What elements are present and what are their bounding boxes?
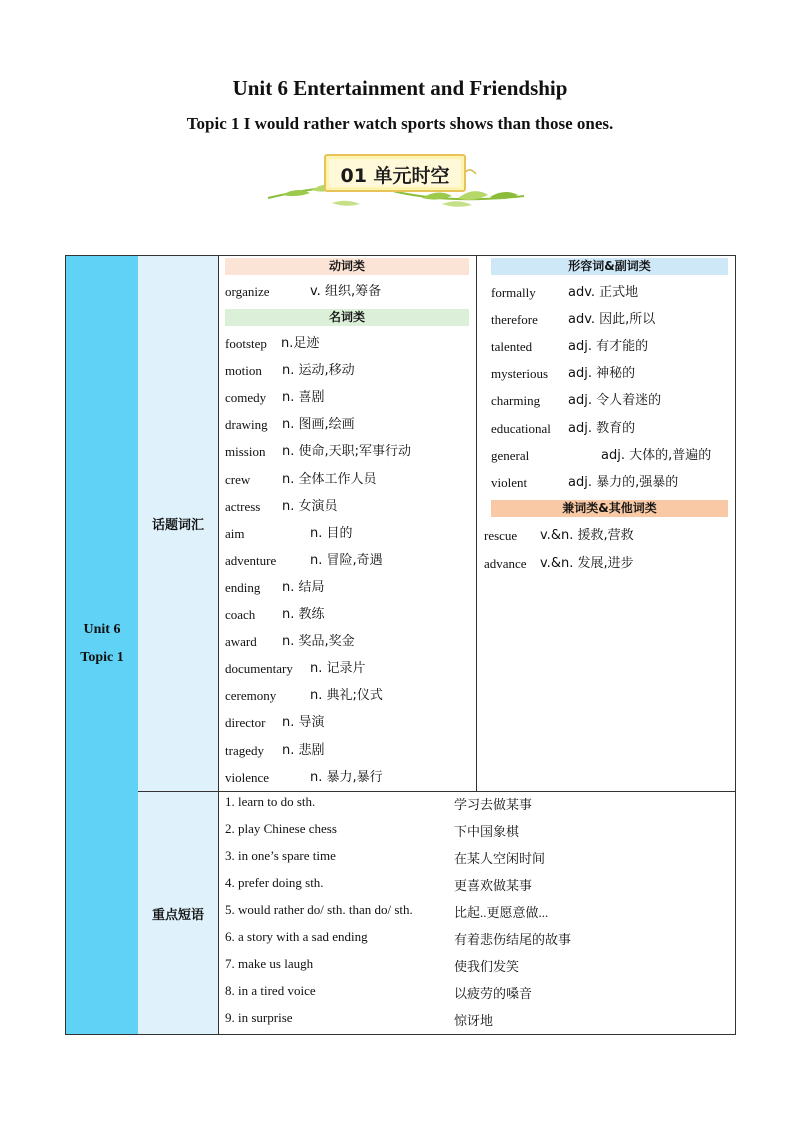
word-term: motion bbox=[225, 363, 262, 379]
word-definition: adj. 大体的,普遍的 bbox=[601, 447, 712, 463]
phrase-chinese: 使我们发笑 bbox=[454, 959, 520, 974]
phrase-category-label: 重点短语 bbox=[151, 908, 204, 923]
word-definition: n. 喜剧 bbox=[282, 390, 325, 406]
word-term: violence bbox=[225, 769, 270, 785]
word-definition: n. 导演 bbox=[282, 715, 325, 731]
word-definition: v.&n. 发展,进步 bbox=[540, 555, 634, 571]
word-definition: n. 运动,移动 bbox=[282, 363, 355, 379]
phrase-english: 3. in one’s spare time bbox=[225, 848, 336, 863]
word-definition: n. 使命,天职;军事行动 bbox=[282, 444, 412, 460]
vocab-category-cell bbox=[138, 256, 219, 791]
word-term: organize bbox=[225, 284, 270, 299]
phrase-chinese: 惊讶地 bbox=[454, 1013, 494, 1028]
vocabulary-table bbox=[65, 255, 736, 1035]
phrase-english: 4. prefer doing sth. bbox=[225, 875, 324, 890]
phrase-chinese: 更喜欢做某事 bbox=[454, 878, 533, 893]
word-term: actress bbox=[225, 498, 261, 514]
word-term: footstep bbox=[225, 336, 267, 351]
word-definition: n. 冒险,奇遇 bbox=[310, 552, 383, 568]
word-term: educational bbox=[491, 420, 551, 436]
page-title: Unit 6 Entertainment and Friendship bbox=[232, 76, 568, 100]
phrase-chinese: 学习去做某事 bbox=[454, 797, 533, 812]
word-definition: n. 目的 bbox=[310, 525, 353, 541]
word-definition: n. 全体工作人员 bbox=[282, 471, 377, 487]
word-definition: n. 记录片 bbox=[310, 661, 366, 677]
phrase-chinese: 以疲劳的嗓音 bbox=[454, 986, 533, 1001]
word-term: documentary bbox=[225, 661, 293, 677]
word-term: ending bbox=[225, 579, 261, 595]
phrase-english: 6. a story with a sad ending bbox=[225, 929, 368, 944]
word-term: general bbox=[491, 447, 530, 463]
word-term: crew bbox=[225, 471, 251, 487]
word-term: ceremony bbox=[225, 688, 277, 704]
phrase-chinese: 下中国象棋 bbox=[454, 824, 520, 839]
word-definition: n.足迹 bbox=[281, 336, 320, 351]
word-definition: adv. 正式地 bbox=[568, 285, 639, 300]
banner-box bbox=[324, 154, 466, 192]
nouns-header: 名词类 bbox=[225, 309, 469, 326]
word-definition: n. 悲剧 bbox=[282, 742, 325, 758]
unit-label bbox=[66, 616, 138, 672]
word-definition: adj. 教育的 bbox=[568, 420, 636, 436]
word-term: award bbox=[225, 634, 257, 650]
word-definition: v. 组织,筹备 bbox=[310, 284, 382, 299]
word-term: coach bbox=[225, 607, 256, 622]
word-term: director bbox=[225, 715, 266, 731]
vocab-category-label: 话题词汇 bbox=[151, 518, 204, 533]
word-term: rescue bbox=[484, 528, 518, 543]
phrase-chinese: 在某人空闲时间 bbox=[454, 851, 546, 866]
phrase-english: 1. learn to do sth. bbox=[225, 794, 316, 809]
word-term: formally bbox=[491, 285, 536, 300]
word-term: aim bbox=[225, 525, 245, 541]
verbs-header: 动词类 bbox=[225, 258, 469, 275]
word-definition: n. 奖品,奖金 bbox=[282, 634, 355, 650]
word-term: talented bbox=[491, 339, 533, 355]
word-definition: n. 结局 bbox=[282, 579, 325, 595]
word-term: therefore bbox=[491, 312, 538, 328]
word-term: comedy bbox=[225, 390, 267, 406]
phrase-chinese: 比起..更愿意做... bbox=[454, 905, 549, 920]
word-definition: adj. 神秘的 bbox=[568, 366, 636, 382]
word-definition: adv. 因此,所以 bbox=[568, 312, 656, 328]
column-divider bbox=[476, 256, 477, 791]
word-term: violent bbox=[491, 474, 528, 490]
word-term: drawing bbox=[225, 417, 268, 433]
adjectives-header: 形容词&副词类 bbox=[491, 258, 728, 275]
word-term: advance bbox=[484, 555, 527, 571]
word-definition: adj. 有才能的 bbox=[568, 339, 649, 355]
word-term: tragedy bbox=[225, 742, 264, 758]
page-subtitle: Topic 1 I would rather watch sports shows than those ones. bbox=[186, 114, 614, 133]
word-definition: n. 女演员 bbox=[282, 498, 338, 514]
word-term: mission bbox=[225, 444, 266, 460]
phrase-english: 8. in a tired voice bbox=[225, 983, 316, 998]
phrase-chinese: 有着悲伤结尾的故事 bbox=[454, 932, 572, 947]
phrase-category-cell bbox=[138, 792, 219, 1034]
phrase-english: 2. play Chinese chess bbox=[225, 821, 337, 836]
word-definition: n. 图画,绘画 bbox=[282, 417, 355, 433]
word-definition: v.&n. 援救,营救 bbox=[540, 528, 634, 543]
unit-label-line1: Unit 6 bbox=[83, 622, 121, 637]
word-definition: adj. 令人着迷的 bbox=[568, 393, 662, 409]
word-definition: n. 教练 bbox=[282, 607, 325, 622]
phrase-english: 7. make us laugh bbox=[225, 956, 314, 971]
word-definition: adj. 暴力的,强暴的 bbox=[568, 474, 679, 490]
word-term: adventure bbox=[225, 552, 277, 568]
word-definition: n. 典礼;仪式 bbox=[310, 688, 383, 704]
others-header: 兼词类&其他词类 bbox=[491, 500, 728, 517]
row-divider bbox=[138, 791, 735, 792]
word-term: mysterious bbox=[491, 366, 549, 382]
phrase-english: 5. would rather do/ sth. than do/ sth. bbox=[225, 902, 413, 917]
section-banner bbox=[262, 148, 532, 212]
banner-label: 01 单元时空 bbox=[340, 165, 450, 187]
word-term: charming bbox=[491, 393, 541, 409]
phrase-english: 9. in surprise bbox=[225, 1010, 293, 1025]
unit-label-line2: Topic 1 bbox=[80, 650, 124, 665]
unit-column bbox=[66, 256, 139, 1034]
word-definition: n. 暴力,暴行 bbox=[310, 769, 383, 785]
